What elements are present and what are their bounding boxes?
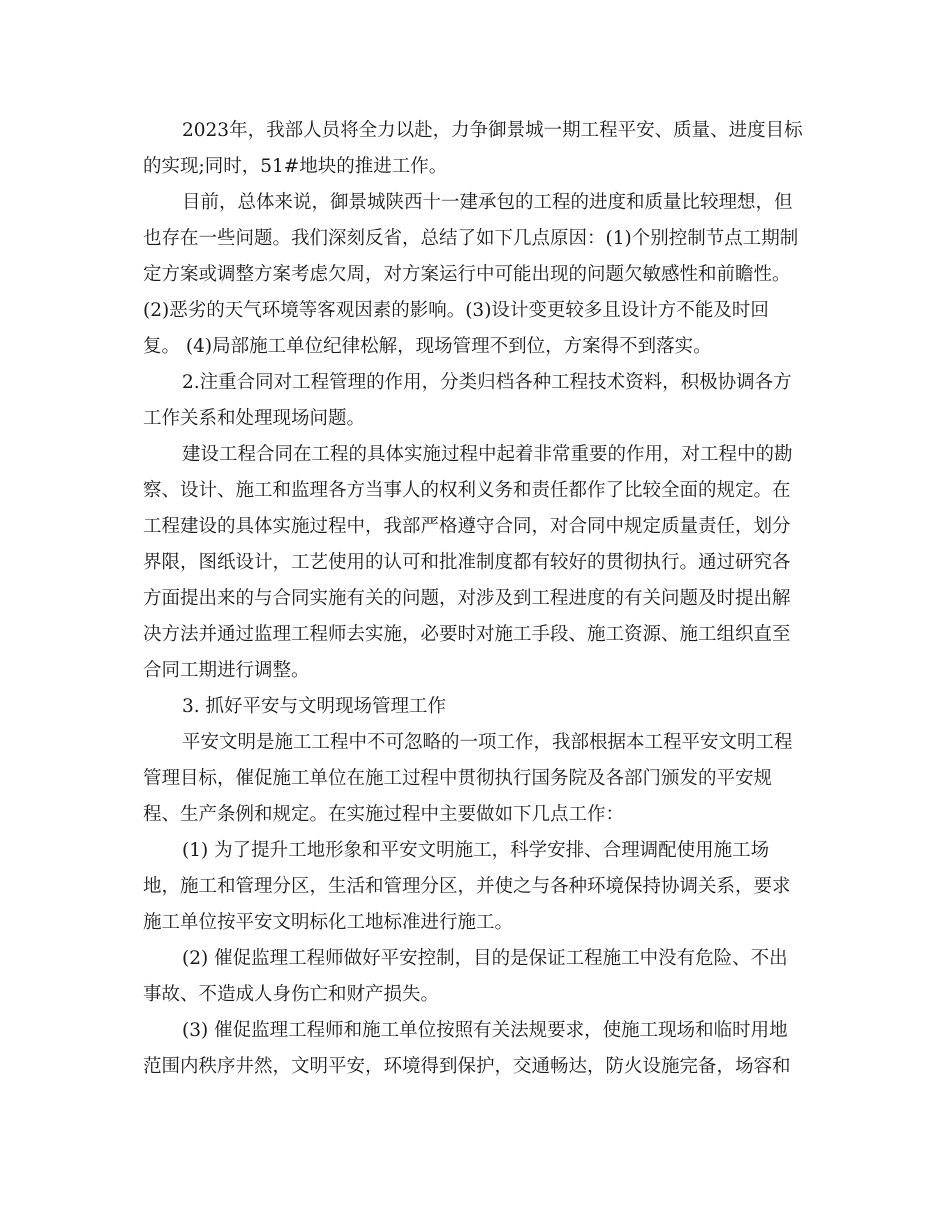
text-line: 工作关系和处理现场问题。 [143,408,366,429]
text-line: 平安文明是施工工程中不可忽略的一项工作，我部根据本工程平安文明工程 [182,732,793,753]
section-heading: 3. 抓好平安与文明现场管理工作 [182,696,447,717]
text-line: (2)恶劣的天气环境等客观因素的影响。(3)设计变更较多且设计方不能及时回 [143,300,769,321]
text-line: 也存在一些问题。我们深刻反省，总结了如下几点原因：(1)个别控制节点工期制 [143,228,799,249]
text-line: 范围内秩序井然，文明平安，环境得到保护，交通畅达，防火设施完备，场容和 [143,1056,791,1077]
text-line: (3) 催促监理工程师和施工单位按照有关法规要求，使施工现场和临时用地 [182,1020,788,1041]
text-line: 定方案或调整方案考虑欠周，对方案运行中可能出现的问题欠敏感性和前瞻性。 [143,264,791,285]
text-line: 的实现;同时，51#地块的推进工作。 [143,156,448,177]
text-line: 2.注重合同对工程管理的作用，分类归档各种工程技术资料，积极协调各方 [182,372,792,393]
text-line: 合同工期进行调整。 [143,660,310,681]
text-line: 方面提出来的与合同实施有关的问题，对涉及到工程进度的有关问题及时提出解 [143,588,791,609]
text-line: (1) 为了提升工地形象和平安文明施工，科学安排、合理调配使用施工场 [182,840,770,861]
text-line: 工程建设的具体实施过程中，我部严格遵守合同，对合同中规定质量责任，划分 [143,516,791,537]
text-line: 界限，图纸设计，工艺使用的认可和批准制度都有较好的贯彻执行。通过研究各 [143,552,791,573]
text-line: 地，施工和管理分区，生活和管理分区，并使之与各种环境保持协调关系，要求 [143,876,791,897]
text-line: 目前，总体来说，御景城陕西十一建承包的工程的进度和质量比较理想，但 [182,192,793,213]
text-line: 建设工程合同在工程的具体实施过程中起着非常重要的作用，对工程中的勘 [182,444,793,465]
text-line: (2) 催促监理工程师做好平安控制，目的是保证工程施工中没有危险、不出 [182,948,788,969]
text-line: 复。 (4)局部施工单位纪律松解，现场管理不到位，方案得不到落实。 [143,336,712,357]
text-line: 管理目标，催促施工单位在施工过程中贯彻执行国务院及各部门颁发的平安规 [143,768,773,789]
text-line: 事故、不造成人身伤亡和财产损失。 [143,984,440,1005]
text-line: 程、生产条例和规定。在实施过程中主要做如下几点工作： [143,804,625,825]
text-line: 决方法并通过监理工程师去实施，必要时对施工手段、施工资源、施工组织直至 [143,624,791,645]
text-line: 2023年，我部人员将全力以赴，力争御景城一期工程平安、质量、进度目标 [182,120,803,141]
text-line: 施工单位按平安文明标化工地标准进行施工。 [143,912,514,933]
text-line: 察、设计、施工和监理各方当事人的权利义务和责任都作了比较全面的规定。在 [143,480,791,501]
